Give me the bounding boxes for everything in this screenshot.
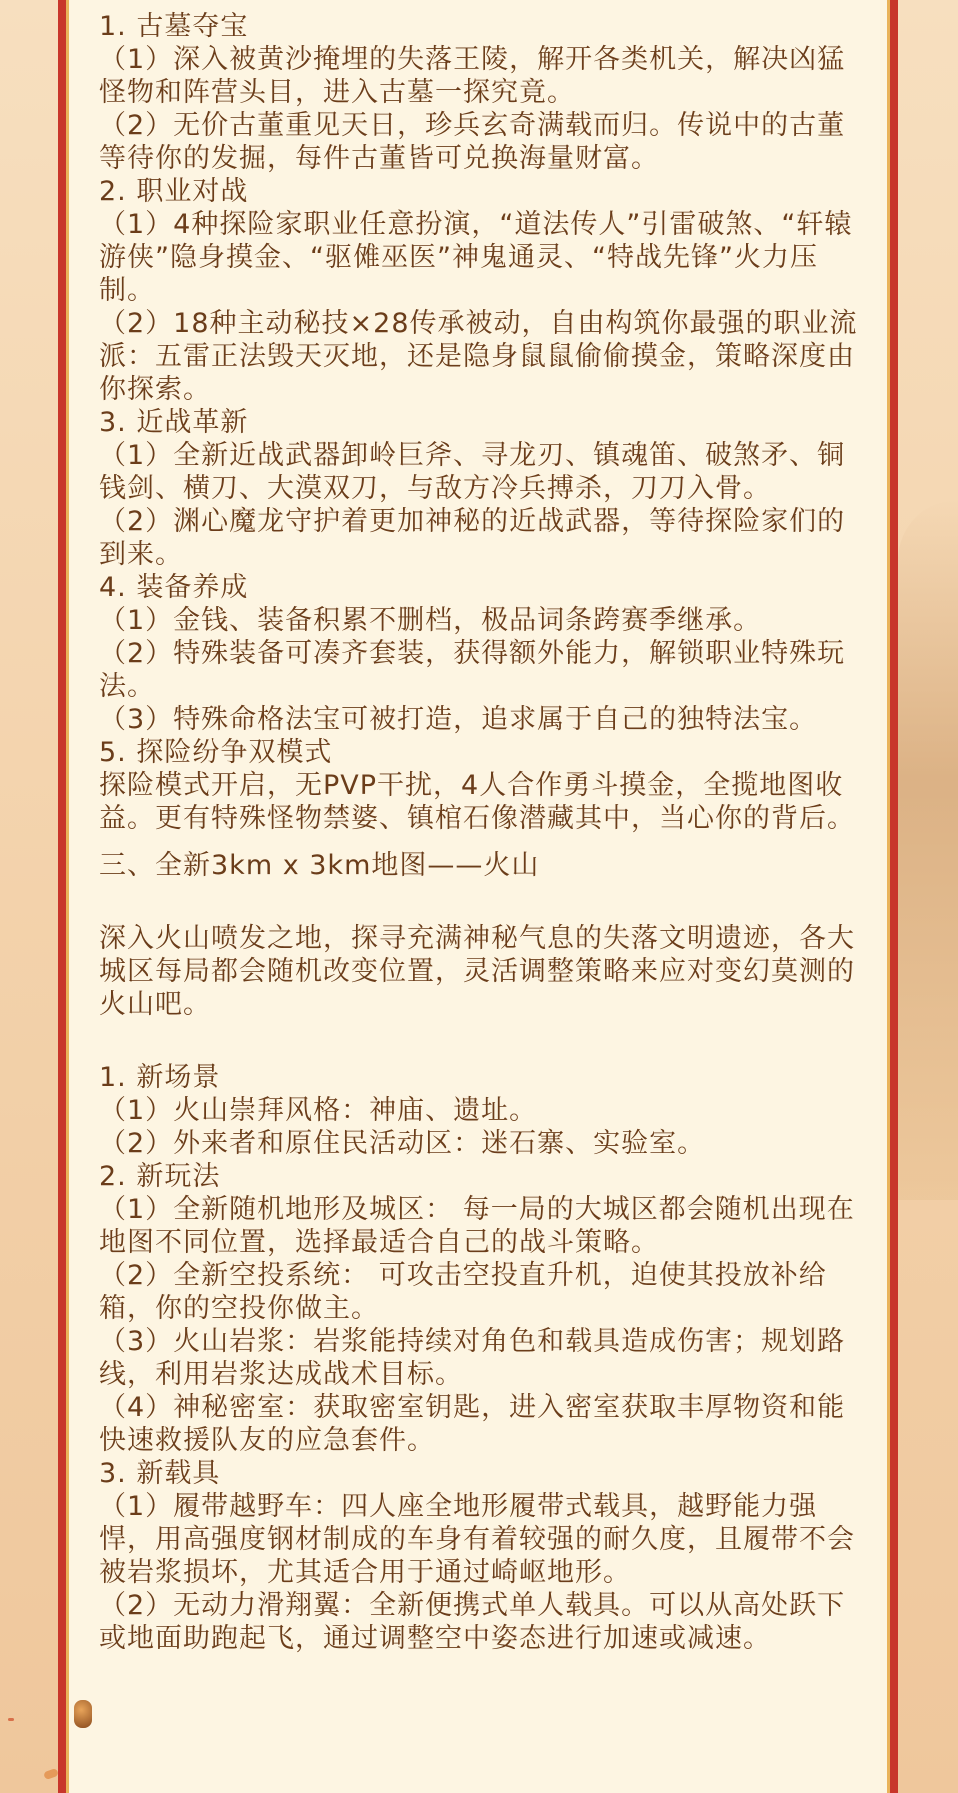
paragraph: （2）无动力滑翔翼：全新便携式单人载具。可以从高处跃下或地面助跑起飞，通过调整空中姿态进行加速或减速。 xyxy=(99,1590,846,1654)
section-heading: 4. 装备养成 xyxy=(99,572,249,603)
scroll-bead-ornament xyxy=(74,1700,92,1728)
paragraph: （1）4种探险家职业任意扮演，“道法传人”引雷破煞、“轩辕游侠”隐身摸金、“驱傩巫医”神鬼通灵、“特战先锋”火力压制。 xyxy=(99,209,853,306)
spacer xyxy=(99,882,861,922)
paragraph: （4）神秘密室：获取密室钥匙，进入密室获取丰厚物资和能快速救援队友的应急套件。 xyxy=(99,1392,846,1456)
section-heading: 2. 职业对战 xyxy=(99,176,249,207)
paragraph: （1）火山崇拜风格：神庙、遗址。 xyxy=(99,1095,538,1126)
spacer xyxy=(99,1021,861,1061)
paragraph: （2）外来者和原住民活动区：迷石寨、实验室。 xyxy=(99,1128,706,1159)
section-heading: 2. 新玩法 xyxy=(99,1161,221,1192)
paragraph: （2）渊心魔龙守护着更加神秘的近战武器，等待探险家们的到来。 xyxy=(99,506,846,570)
paragraph: 深入火山喷发之地，探寻充满神秘气息的失落文明遗迹，各大城区每局都会随机改变位置，灵活调整策略来应对变幻莫测的火山吧。 xyxy=(99,923,855,1020)
paragraph: （2）全新空投系统： 可攻击空投直升机，迫使其投放补给箱，你的空投你做主。 xyxy=(99,1260,827,1324)
section-heading: 3. 近战革新 xyxy=(99,407,249,438)
paragraph: （3）特殊命格法宝可被打造，追求属于自己的独特法宝。 xyxy=(99,704,818,735)
paragraph: （2）特殊装备可凑齐套装，获得额外能力，解锁职业特殊玩法。 xyxy=(99,638,846,702)
spacer xyxy=(99,835,861,849)
paragraph: （2）18种主动秘技×28传承被动，自由构筑你最强的职业流派：五雷正法毁天灭地，还是隐身鼠鼠偷偷摸金，策略深度由你探索。 xyxy=(99,308,858,405)
paragraph: （1）全新随机地形及城区： 每一局的大城区都会随机出现在地图不同位置，选择最适合自己的战斗策略。 xyxy=(99,1194,855,1258)
petal-decoration xyxy=(43,1768,59,1780)
paragraph: 探险模式开启，无PVP干扰，4人合作勇斗摸金，全揽地图收益。更有特殊怪物禁婆、镇棺石像潜藏其中，当心你的背后。 xyxy=(99,770,855,834)
section-heading: 3. 新载具 xyxy=(99,1458,221,1489)
section-heading: 三、全新3km x 3km地图——火山 xyxy=(99,850,540,881)
paragraph: （1）金钱、装备积累不删档，极品词条跨赛季继承。 xyxy=(99,605,762,636)
petal-decoration xyxy=(8,1718,14,1721)
section-heading: 5. 探险纷争双模式 xyxy=(99,737,333,768)
paragraph: （1）全新近战武器卸岭巨斧、寻龙刃、镇魂笛、破煞矛、铜钱剑、横刀、大漠双刀，与敌方冷兵搏杀，刀刀入骨。 xyxy=(99,440,846,504)
paragraph: （1）深入被黄沙掩埋的失落王陵，解开各类机关，解决凶猛怪物和阵营头目，进入古墓一探究竟。 xyxy=(99,44,846,108)
section-heading: 1. 新场景 xyxy=(99,1062,221,1093)
section-heading: 1. 古墓夺宝 xyxy=(99,11,249,42)
scroll-paper xyxy=(66,0,890,1793)
paragraph: （2）无价古董重见天日，珍兵玄奇满载而归。传说中的古董等待你的发掘，每件古董皆可兑换海量财富。 xyxy=(99,110,846,174)
paragraph: （1）履带越野车：四人座全地形履带式载具，越野能力强悍，用高强度钢材制成的车身有着较强的耐久度，且履带不会被岩浆损坏，尤其适合用于通过崎岖地形。 xyxy=(99,1491,855,1588)
article-content xyxy=(99,10,861,1655)
paragraph: （3）火山岩浆：岩浆能持续对角色和载具造成伤害；规划路线，利用岩浆达成战术目标。 xyxy=(99,1326,846,1390)
background-decoration xyxy=(898,500,958,1200)
scroll-frame xyxy=(58,0,898,1793)
